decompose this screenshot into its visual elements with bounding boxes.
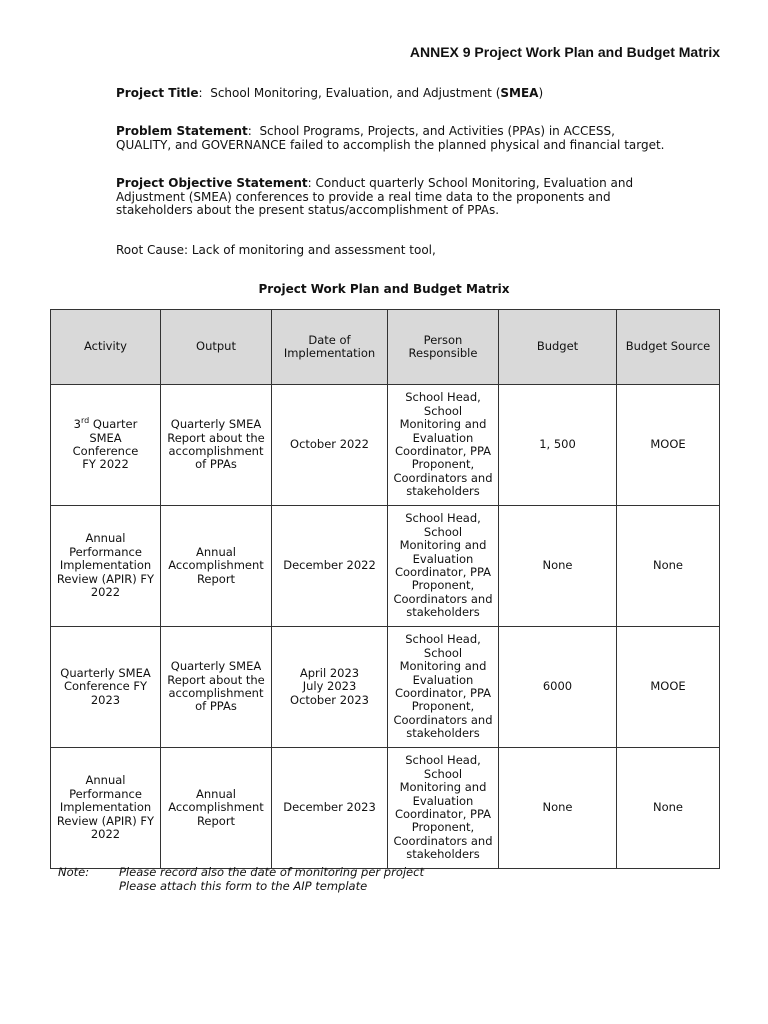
project-title-label: Project Title (116, 86, 199, 100)
header-date-text: Date of Implementation (283, 332, 376, 360)
table-title: Project Work Plan and Budget Matrix (258, 282, 510, 296)
annex-title: ANNEX 9 Project Work Plan and Budget Matrix (409, 44, 720, 60)
cell-source: MOOE (617, 385, 720, 506)
header-budget: Budget (499, 310, 617, 385)
cell-activity: 3rd Quarter SMEA Conference FY 2022 (51, 385, 161, 506)
cell-source: None (617, 748, 720, 869)
cell-output: Quarterly SMEA Report about the accomplishment of PPAs (161, 627, 272, 748)
header-date (272, 310, 388, 385)
header-source: Budget Source (617, 310, 720, 385)
note-line2: Please attach this form to the AIP template (119, 878, 368, 893)
problem-statement-line1: School Programs, Projects, and Activities (PPAs) in ACCESS, (259, 124, 615, 138)
cell-date: December 2022 (272, 506, 388, 627)
cell-activity: Annual Performance Implementation Review (APIR) FY 2022 (51, 748, 161, 869)
objective-statement-line1: Conduct quarterly School Monitoring, Evaluation and (315, 176, 634, 190)
header-person-text: Person Responsible (408, 332, 478, 360)
note-line1: Please record also the date of monitoring per project (119, 865, 424, 879)
cell-date: April 2023 July 2023 October 2023 (272, 627, 388, 748)
table-row (51, 506, 720, 627)
problem-statement-label: Problem Statement (116, 124, 248, 138)
cell-budget: 6000 (499, 627, 617, 748)
cell-activity: Quarterly SMEA Conference FY 2023 (51, 627, 161, 748)
project-title-paragraph: Project Title: School Monitoring, Evaluation, and Adjustment (SMEA) (116, 86, 544, 100)
objective-statement-label: Project Objective Statement (116, 176, 308, 190)
cell-person: School Head, School Monitoring and Evaluation Coordinator, PPA Proponent, Coordinators and stakeholders (388, 748, 499, 869)
cell-date: December 2023 (272, 748, 388, 869)
problem-statement-line2: QUALITY, and GOVERNANCE failed to accomplish the planned physical and financial target. (116, 137, 665, 152)
cell-output: Annual Accomplishment Report (161, 748, 272, 869)
cell-activity: Annual Performance Implementation Review (APIR) FY 2022 (51, 506, 161, 627)
cell-source: MOOE (617, 627, 720, 748)
problem-statement-paragraph: Problem Statement: School Programs, Projects, and Activities (PPAs) in ACCESS, QUALITY, and GOVERNANCE failed to accomplish the planned physical and financial target. (116, 124, 665, 152)
note-label: Note: (58, 865, 90, 879)
project-title-value-before: School Monitoring, Evaluation, and Adjustment ( (210, 86, 501, 100)
table-row (51, 385, 720, 506)
work-plan-table (50, 309, 720, 869)
cell-budget: None (499, 748, 617, 869)
cell-person: School Head, School Monitoring and Evaluation Coordinator, PPA Proponent, Coordinators and stakeholders (388, 627, 499, 748)
header-activity: Activity (51, 310, 161, 385)
project-title-value-bold: SMEA (500, 86, 539, 100)
root-cause: Root Cause: Lack of monitoring and assessment tool, (116, 243, 436, 257)
header-person (388, 310, 499, 385)
project-title-value-after: ) (538, 86, 544, 100)
cell-person: School Head, School Monitoring and Evaluation Coordinator, PPA Proponent, Coordinators and stakeholders (388, 506, 499, 627)
cell-source: None (617, 506, 720, 627)
cell-output: Quarterly SMEA Report about the accomplishment of PPAs (161, 385, 272, 506)
objective-statement-line2: Adjustment (SMEA) conferences to provide a real time data to the proponents and (116, 189, 611, 204)
table-header-row (51, 310, 720, 385)
cell-output: Annual Accomplishment Report (161, 506, 272, 627)
objective-statement-paragraph: Project Objective Statement: Conduct quarterly School Monitoring, Evaluation and Adjustment (SMEA) conferences to provide a real time data to the proponents and stakeholders about the present status/accomplishment of PPAs. (116, 176, 634, 217)
cell-person: School Head, School Monitoring and Evaluation Coordinator, PPA Proponent, Coordinators and stakeholders (388, 385, 499, 506)
cell-budget: 1, 500 (499, 385, 617, 506)
cell-budget: None (499, 506, 617, 627)
objective-statement-line3: stakeholders about the present status/accomplishment of PPAs. (116, 203, 500, 217)
note (58, 866, 424, 893)
table-row (51, 748, 720, 869)
cell-date: October 2022 (272, 385, 388, 506)
table-row (51, 627, 720, 748)
header-output: Output (161, 310, 272, 385)
